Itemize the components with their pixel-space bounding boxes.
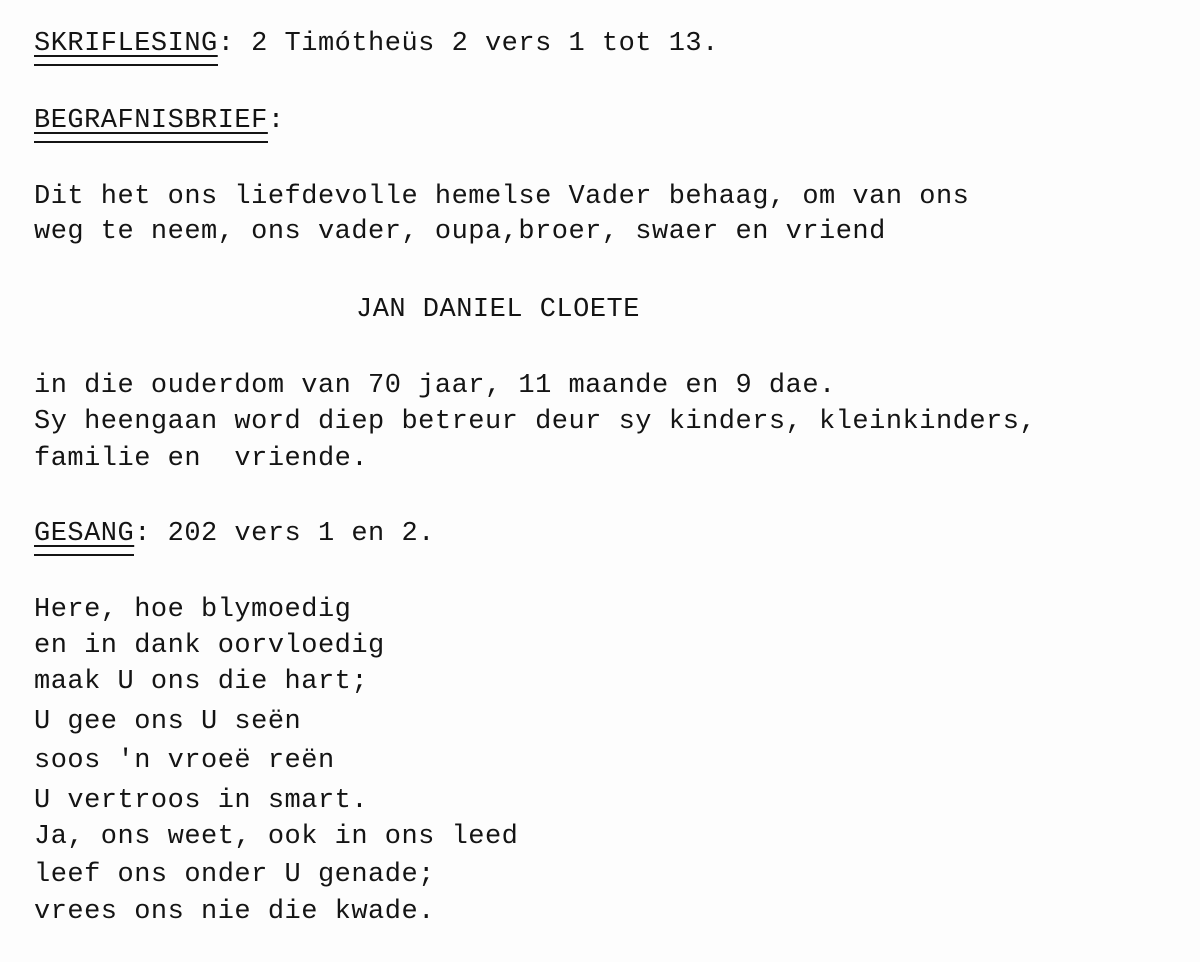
hymn-text: : 202 vers 1 en 2. [134,519,435,549]
hymn-line [34,516,435,552]
funeral-letter-line-2: weg te neem, ons vader, oupa,broer, swaer en vriend [34,217,886,247]
funeral-letter-after-line-1: in die ouderdom van 70 jaar, 11 maande en 9 dae. [34,371,836,401]
hymn-verse-line: vrees ons nie die kwade. [34,897,435,927]
reading-text: : 2 Timótheüs 2 vers 1 tot 13. [217,29,719,59]
funeral-letter-heading: BEGRAFNISBRIEF [34,103,268,139]
reading-heading: SKRIFLESING [34,26,218,62]
funeral-letter-after-line-2: Sy heengaan word diep betreur deur sy kinders, kleinkinders, [34,407,1037,437]
hymn-verse-line: maak U ons die hart; [34,667,369,697]
funeral-letter-line-1: Dit het ons liefdevolle hemelse Vader behaag, om van ons [34,182,970,212]
hymn-verse-line: soos 'n vroeë reën [34,746,335,776]
funeral-letter-after-line-3: familie en vriende. [34,444,369,474]
funeral-letter-heading-line [34,103,285,139]
hymn-verse-line: U vertroos in smart. [34,786,369,816]
hymn-heading: GESANG [34,516,134,552]
hymn-verse-line: Ja, ons weet, ook in ons leed [34,822,519,852]
reading-line [34,26,719,62]
funeral-letter-colon: : [267,106,285,136]
deceased-name: JAN DANIEL CLOETE [356,295,640,325]
hymn-verse-line: Here, hoe blymoedig [34,595,352,625]
hymn-verse-line: U gee ons U seën [34,707,302,737]
hymn-verse-line: en in dank oorvloedig [34,631,385,661]
hymn-verse-line: leef ons onder U genade; [34,860,435,890]
